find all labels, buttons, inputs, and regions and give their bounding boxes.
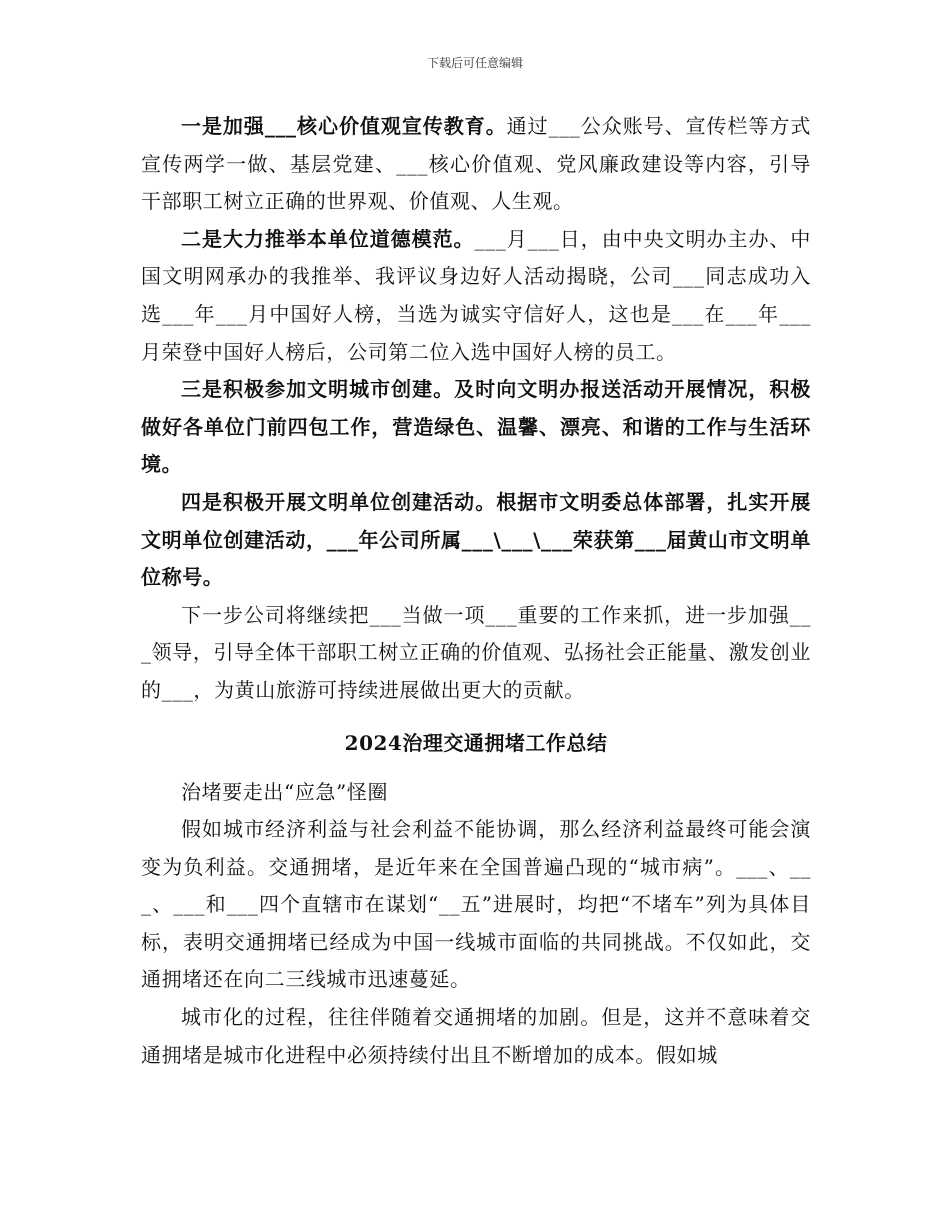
paragraph-body: ___月___日，由中央文明办主办、中国文明网承办的我推举、我评议身边好人活动揭晓，公司___同志成功入选___年___月中国好人榜，当选为诚实守信好人，这也是___在___年___月荣登中国好人榜后，公司第二位入选中国好人榜的员工。: [141, 226, 811, 364]
paragraph-closing: 下一步公司将继续把___当做一项___重要的工作来抓，进一步加强___领导，引导全体干部职工树立正确的价值观、弘扬社会正能量、激发创业的___，为黄山旅游可持续进展做出更大的贡献。: [141, 602, 811, 702]
paragraph-item-1: [141, 108, 811, 221]
paragraph-lead: 三是积极参加文明城市创建。及时向文明办报送活动开展情况，积极做好各单位门前四包工作，营造绿色、温馨、漂亮、和谐的工作与生活环境。: [141, 377, 811, 477]
page-header: 下载后可任意编辑: [426, 56, 523, 70]
paragraph-lead: 二是大力推举本单位道德模范。: [181, 226, 475, 251]
paragraph-item-2: [141, 221, 811, 371]
article-paragraph: 治堵要走出“应急”怪圈: [181, 779, 389, 804]
article-title: 2024治理交通拥堵工作总结: [344, 730, 608, 755]
article-paragraph: 城市化的过程，往往伴随着交通拥堵的加剧。但是，这并不意味着交通拥堵是城市化进程中必须持续付出且不断增加的成本。假如城: [141, 1005, 811, 1067]
paragraph-item-4: [141, 484, 811, 597]
article-paragraph: 假如城市经济利益与社会利益不能协调，那么经济利益最终可能会演变为负利益。交通拥堵，是近年来在全国普遍凸现的“城市病”。___、___、___和___四个直辖市在谋划“__五”进展时，均把“不堵车”列为具体目标，表明交通拥堵已经成为中国一线城市面临的共同挑战。不仅如此，交通拥堵还在向二三线城市迅速蔓延。: [141, 817, 811, 992]
paragraph-lead: 一是加强___核心价值观宣传教育。: [181, 114, 507, 138]
paragraph-lead: 四是积极开展文明单位创建活动。根据市文明委总体部署，扎实开展文明单位创建活动，___年公司所属___\___\___荣获第___届黄山市文明单位称号。: [141, 489, 811, 590]
paragraph-item-3: [141, 371, 811, 484]
document-body: [141, 108, 811, 1074]
paragraph-body: 通过___公众账号、宣传栏等方式宣传两学一做、基层党建、___核心价值观、党风廉政建设等内容，引导干部职工树立正确的世界观、价值观、人生观。: [141, 114, 812, 214]
